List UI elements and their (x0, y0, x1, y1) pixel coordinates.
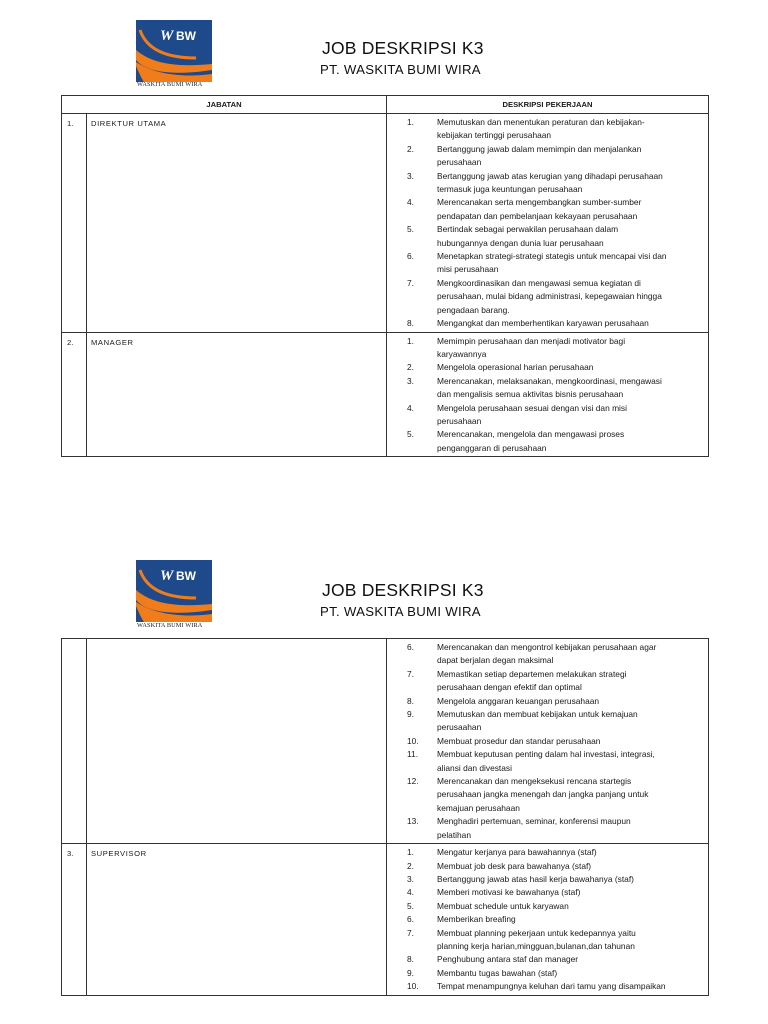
table-row (62, 844, 709, 995)
task-item (387, 223, 702, 250)
task-number: 7. (407, 927, 414, 938)
task-text-line: Memutuskan dan membuat kebijakan untuk kemajuan (437, 709, 638, 720)
row-number (62, 639, 87, 844)
task-text-line: Mengangkat dan memberhentikan karyawan perusahaan (437, 318, 649, 329)
task-list (387, 846, 702, 993)
task-text (435, 900, 702, 913)
task-number: 10. (407, 735, 419, 746)
task-text-line: Bertanggung jawab dalam memimpin dan menjalankan (437, 143, 642, 154)
task-number: 5. (407, 429, 414, 440)
task-number: 9. (407, 709, 414, 720)
job-description-table (61, 638, 709, 996)
jabatan-cell: MANAGER (87, 332, 387, 457)
svg-text:W: W (160, 568, 174, 584)
task-number: 4. (407, 887, 414, 898)
task-text (435, 375, 702, 402)
task-item (387, 335, 702, 362)
task-text-line: Merencanakan, mengelola dan mengawasi proses (437, 429, 625, 440)
task-number: 11. (407, 749, 419, 760)
task-text-line: Bertanggung jawab atas kerugian yang dihadapi perusahaan (437, 170, 663, 181)
task-text-line: Penghubung antara staf dan manager (437, 954, 579, 965)
task-text-line: Memutuskan dan menentukan peraturan dan kebijakan- (437, 117, 645, 127)
task-text-line: Membuat job desk para bawahanya (staf) (437, 860, 592, 871)
task-text (435, 815, 702, 842)
task-number: 3. (407, 170, 414, 181)
task-text-line: Membuat schedule untuk karyawan (437, 900, 569, 911)
header-deskripsi: DESKRIPSI PEKERJAAN (387, 96, 709, 114)
task-text-line: termasuk juga keuntungan perusahaan (437, 184, 583, 195)
task-item (387, 250, 702, 277)
task-text (435, 196, 702, 223)
task-text-line: dan mengalisis semua aktivitas bisnis perusahaan (437, 389, 624, 400)
task-item (387, 967, 702, 980)
svg-text:BW: BW (176, 569, 196, 583)
task-number: 5. (407, 900, 414, 911)
task-item (387, 196, 702, 223)
task-text (435, 277, 702, 317)
task-item (387, 846, 702, 859)
task-list (387, 335, 702, 456)
task-text-line: Membantu tugas bawahan (staf) (437, 967, 558, 978)
task-number: 10. (407, 981, 419, 992)
task-text (435, 886, 702, 899)
task-text (435, 335, 702, 362)
row-number: 1. (62, 114, 87, 333)
table-row (62, 639, 709, 844)
task-text (435, 402, 702, 429)
svg-text:BW: BW (176, 29, 196, 43)
task-item (387, 428, 702, 455)
task-number: 4. (407, 402, 414, 413)
task-text (435, 668, 702, 695)
task-text-line: kemajuan perusahaan (437, 802, 520, 813)
task-number: 7. (407, 277, 414, 288)
task-item (387, 143, 702, 170)
task-item (387, 641, 702, 668)
row-number: 3. (62, 844, 87, 995)
task-text (435, 428, 702, 455)
task-text-line: dapat berjalan degan maksimal (437, 655, 554, 666)
task-item (387, 775, 702, 815)
task-text-line: misi perusahaan (437, 264, 499, 275)
task-item (387, 748, 702, 775)
task-text-line: Memastikan setiap departemen melakukan strategi (437, 668, 627, 679)
deskripsi-cell (387, 332, 709, 457)
task-text-line: Mengelola operasional harian perusahaan (437, 362, 594, 373)
task-text-line: perusahaan jangka menengah dan jangka panjang untuk (437, 789, 649, 800)
deskripsi-cell (387, 844, 709, 995)
task-text-line: Menghadiri pertemuan, seminar, konferensi maupun (437, 816, 631, 827)
task-text-line: Mengatur kerjanya para bawahannya (staf) (437, 847, 597, 858)
task-item (387, 170, 702, 197)
table-header-row (62, 96, 709, 114)
task-text (435, 361, 702, 374)
task-text-line: pelatihan (437, 829, 471, 840)
task-text (435, 695, 702, 708)
jabatan-cell: SUPERVISOR (87, 844, 387, 995)
logo-caption: WASKITA BUMI WIRA (137, 81, 203, 88)
task-text-line: Bertindak sebagai perwakilan perusahaan dalam (437, 224, 619, 235)
task-text (435, 953, 702, 966)
task-number: 12. (407, 776, 419, 787)
task-item (387, 913, 702, 926)
task-text (435, 873, 702, 886)
task-text (435, 967, 702, 980)
task-text-line: Mengelola anggaran keuangan perusahaan (437, 695, 600, 706)
task-item (387, 927, 702, 954)
task-number: 7. (407, 668, 414, 679)
task-text-line: karyawannya (437, 348, 487, 359)
task-item (387, 116, 702, 143)
task-item (387, 900, 702, 913)
task-text-line: Membuat prosedur dan standar perusahaan (437, 735, 601, 746)
task-text (435, 860, 702, 873)
task-text-line: Bertanggung jawab atas hasil kerja bawahanya (staf) (437, 873, 634, 884)
task-item (387, 277, 702, 317)
task-item (387, 873, 702, 886)
task-item (387, 953, 702, 966)
task-text (435, 223, 702, 250)
page-title: JOB DESKRIPSI K3 (322, 38, 484, 58)
task-number: 1. (407, 335, 414, 346)
task-item (387, 668, 702, 695)
task-text-line: kebijakan tertinggi perusahaan (437, 130, 552, 141)
header-jabatan: JABATAN (62, 96, 387, 114)
task-text-line: Memberikan breafing (437, 914, 516, 925)
task-number: 9. (407, 967, 414, 978)
task-number: 13. (407, 816, 419, 827)
task-list (387, 641, 702, 842)
task-number: 6. (407, 642, 414, 652)
task-text-line: perusahaan (437, 157, 482, 168)
task-text-line: Menetapkan strategi-strategi stategis untuk mencapai visi dan (437, 251, 667, 262)
task-text-line: Membuat keputusan penting dalam hal investasi, integrasi, (437, 749, 655, 760)
task-text-line: Mengkoordinasikan dan mengawasi semua kegiatan di (437, 277, 641, 288)
task-number: 3. (407, 375, 414, 386)
task-number: 8. (407, 954, 414, 965)
jabatan-cell: DIREKTUR UTAMA (87, 114, 387, 333)
task-text-line: Merencanakan, melaksanakan, mengkoordinasi, mengawasi (437, 375, 662, 386)
task-text-line: Merencanakan serta mengembangkan sumber-sumber (437, 197, 642, 208)
task-text-line: planning kerja harian,mingguan,bulanan,dan tahunan (437, 940, 635, 951)
company-logo (136, 20, 212, 86)
job-description-table (61, 95, 709, 457)
task-item (387, 695, 702, 708)
task-text (435, 317, 702, 330)
task-item (387, 375, 702, 402)
task-text-line: Membuat planning pekerjaan untuk kedepannya yaitu (437, 927, 636, 938)
task-item (387, 317, 702, 330)
task-text-line: pengadaan barang. (437, 304, 510, 315)
task-number: 1. (407, 847, 414, 858)
task-text-line: perusaahan (437, 722, 482, 733)
task-number: 2. (407, 362, 414, 373)
task-item (387, 886, 702, 899)
task-number: 8. (407, 695, 414, 706)
task-text-line: Mengelola perusahaan sesuai dengan visi dan misi (437, 402, 627, 413)
task-text (435, 143, 702, 170)
task-item (387, 708, 702, 735)
task-text (435, 170, 702, 197)
task-number: 1. (407, 117, 414, 127)
task-item (387, 815, 702, 842)
task-text-line: Merencanakan dan mengontrol kebijakan perusahaan agar (437, 642, 657, 652)
task-item (387, 402, 702, 429)
waskita-logo-icon (136, 560, 212, 622)
task-item (387, 361, 702, 374)
task-item (387, 980, 702, 993)
task-text-line: pendapatan dan pembelanjaan kekayaan perusahaan (437, 210, 638, 221)
company-logo (136, 560, 212, 626)
task-number: 2. (407, 143, 414, 154)
svg-text:W: W (160, 28, 174, 44)
waskita-logo-icon (136, 20, 212, 82)
jabatan-cell (87, 639, 387, 844)
task-text (435, 250, 702, 277)
task-item (387, 860, 702, 873)
deskripsi-cell (387, 114, 709, 333)
page-subtitle: PT. WASKITA BUMI WIRA (320, 604, 481, 619)
task-number: 8. (407, 318, 414, 329)
deskripsi-cell (387, 639, 709, 844)
task-text-line: perusahaan (437, 415, 482, 426)
task-text (435, 913, 702, 926)
task-text-line: Tempat menampungnya keluhan dari tamu yang disampaikan (437, 981, 666, 992)
task-number: 3. (407, 873, 414, 884)
task-text (435, 116, 702, 143)
task-text-line: penganggaran di perusahaan (437, 442, 547, 453)
task-text-line: Memimpin perusahaan dan menjadi motivator bagi (437, 335, 626, 346)
task-text-line: hubungannya dengan dunia luar perusahaan (437, 237, 604, 248)
task-text-line: Merencanakan dan mengeksekusi rencana startegis (437, 776, 632, 787)
table-row (62, 332, 709, 457)
row-number: 2. (62, 332, 87, 457)
task-number: 2. (407, 860, 414, 871)
page-subtitle: PT. WASKITA BUMI WIRA (320, 62, 481, 77)
task-number: 4. (407, 197, 414, 208)
task-text (435, 735, 702, 748)
task-text-line: perusahaan dengan efektif dan optimal (437, 682, 582, 693)
task-number: 6. (407, 251, 414, 262)
task-item (387, 735, 702, 748)
task-text (435, 708, 702, 735)
page-title: JOB DESKRIPSI K3 (322, 580, 484, 600)
task-text (435, 927, 702, 954)
task-number: 6. (407, 914, 414, 925)
logo-caption: WASKITA BUMI WIRA (137, 622, 203, 629)
task-text-line: Memberi motivasi ke bawahanya (staf) (437, 887, 581, 898)
task-text-line: perusahaan, mulai bidang administrasi, kepegawaian hingga (437, 291, 662, 302)
task-text (435, 748, 702, 775)
task-text (435, 846, 702, 859)
task-text (435, 980, 702, 993)
task-list (387, 116, 702, 331)
task-text-line: aliansi dan divestasi (437, 762, 512, 773)
task-number: 5. (407, 224, 414, 235)
task-text (435, 641, 702, 668)
task-text (435, 775, 702, 815)
table-row (62, 114, 709, 333)
